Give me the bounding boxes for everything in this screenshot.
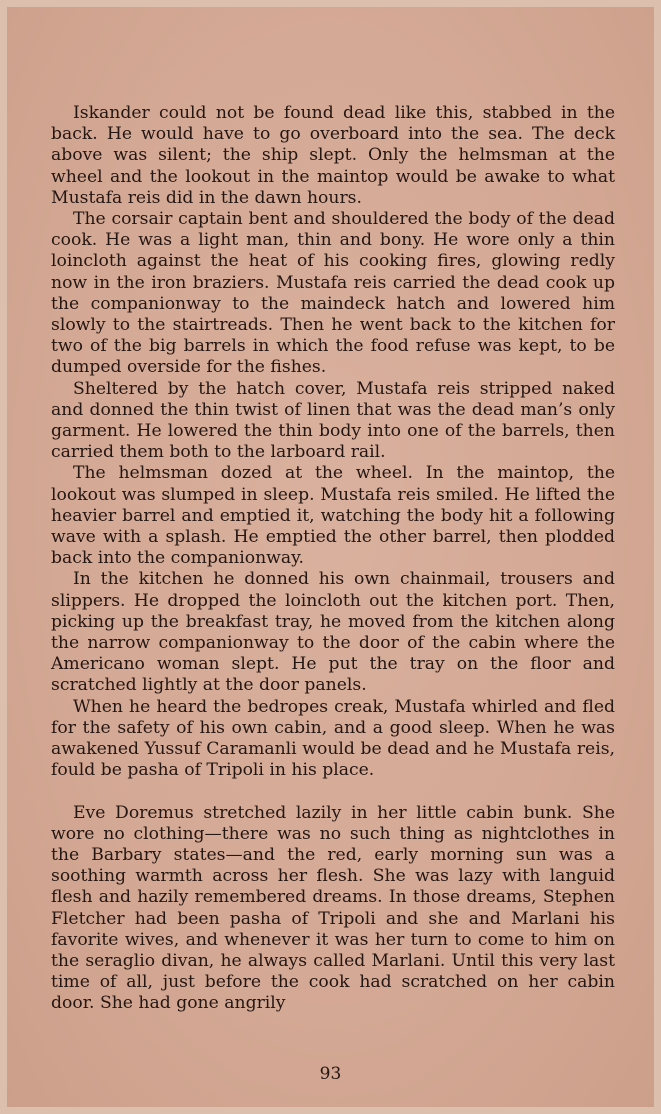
page-number: 93 — [319, 1064, 342, 1084]
paragraph-7: Eve Doremus stretched lazily in her little cabin bunk. She wore no clothing—there was no such thing as nightclothes in the Barbary states—and the red, early morning sun was a soothing warmth across her flesh. She was lazy with languid flesh and hazily remembered dreams. In those dreams, Stephen Fletcher had been pasha of Tripoli and she and Marlani his favorite wives, and whenever it was her turn to come to him on the seraglio divan, he always called Marlani. Until this very last time of all, just before the cook had scratched on her cabin door. She had gone angrily — [51, 802, 615, 1014]
paragraph-2: The corsair captain bent and shouldered the body of the dead cook. He was a light man, thin and bony. He wore only a thin loincloth against the heat of his cooking fires, glowing redly now in the iron braziers. Mustafa reis carried the dead cook up the companionway to the maindeck hatch and lowered him slowly to the stairtreads. Then he went back to the kitchen for two of the big barrels in which the food refuse was kept, to be dumped overside for the fishes. — [51, 209, 615, 378]
paragraph-5: In the kitchen he donned his own chainmail, trousers and slippers. He dropped the loincloth out the kitchen port. Then, picking up the breakfast tray, he moved from the kitchen along the narrow companionway to the door of the cabin where the Americano woman slept. He put the tray on the floor and scratched lightly at the door panels. — [51, 569, 615, 696]
paragraph-6: When he heard the bedropes creak, Mustafa whirled and fled for the safety of his own cabin, and a good sleep. When he was awakened Yussuf Caramanli would be dead and he Mustafa reis, fould be pasha of Tripoli in his place. — [51, 696, 615, 781]
paragraph-3: Sheltered by the hatch cover, Mustafa reis stripped naked and donned the thin twist of linen that was the dead man’s only garment. He lowered the thin body into one of the barrels, then carried them both to the larboard rail. — [51, 378, 615, 463]
body-text — [51, 103, 615, 1015]
paragraph-1: Iskander could not be found dead like this, stabbed in the back. He would have to go overboard into the sea. The deck above was silent; the ship slept. Only the helmsman at the wheel and the lookout in the maintop would be awake to what Mustafa reis did in the dawn hours. — [51, 103, 615, 208]
paragraph-4: The helmsman dozed at the wheel. In the maintop, the lookout was slumped in sleep. Mustafa reis smiled. He lifted the heavier barrel and emptied it, watching the body hit a following wave with a splash. He emptied the other barrel, then plodded back into the companionway. — [51, 463, 615, 569]
